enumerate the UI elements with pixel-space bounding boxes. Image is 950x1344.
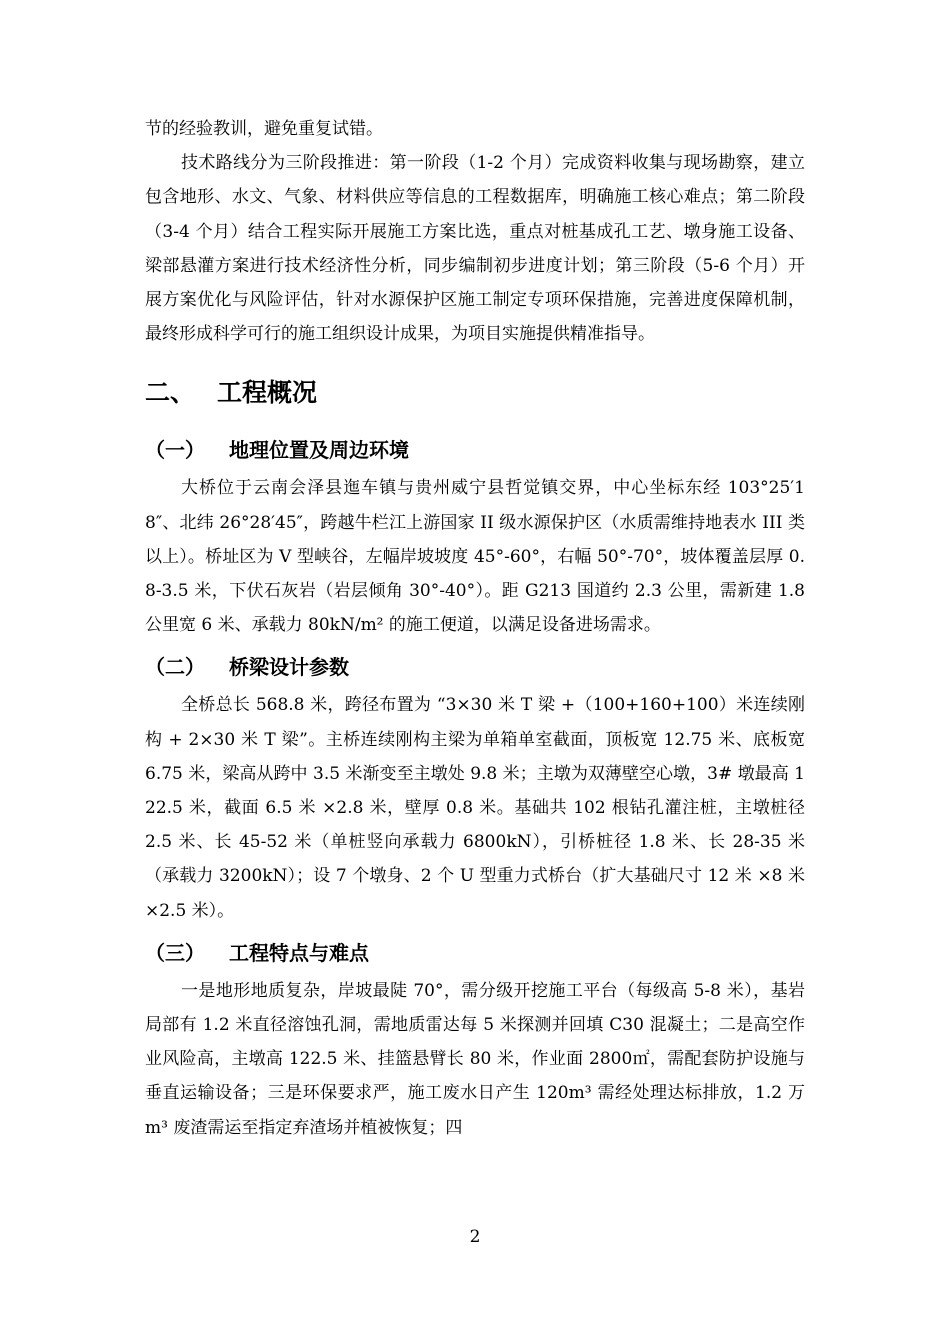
paragraph-technical-route: 技术路线分为三阶段推进：第一阶段（1-2 个月）完成资料收集与现场勘察，建立包含地形、水文、气象、材料供应等信息的工程数据库，明确施工核心难点；第二阶段（3-4 个月）结合工程实际开展施工方案比选，重点对桩基成孔工艺、墩身施工设备、梁部悬灌方案进行技术经济性分析，同步编制初步进度计划；第三阶段（5-6 个月）开展方案优化与风险评估，针对水源保护区施工制定专项环保措施，完善进度保障机制，最终形成科学可行的施工组织设计成果，为项目实施提供精准指导。 [145, 153, 805, 345]
subsection-number: （一） [145, 438, 205, 463]
section-heading [145, 375, 805, 411]
paragraph-design-parameters: 全桥总长 568.8 米，跨径布置为 “3×30 米 T 梁 +（100+160+100）米连续刚构 + 2×30 米 T 梁”。主桥连续刚构主梁为单箱单室截面，顶板宽 12.75 米、底板宽 6.75 米，梁高从跨中 3.5 米渐变至主墩处 9.8 米；主墩为双薄壁空心墩，3# 墩最高 122.5 米，截面 6.5 米 ×2.8 米，壁厚 0.8 米。基础共 102 根钻孔灌注桩，主墩桩径 2.5 米、长 45-52 米（单桩竖向承载力 6800kN），引桥桩径 1.8 米、长 28-35 米（承载力 3200kN）；设 7 个墩身、2 个 U 型重力式桥台（扩大基础尺寸 12 米 ×8 米 ×2.5 米）。 [145, 695, 805, 921]
subsection-number: （三） [145, 940, 205, 965]
paragraph-difficulties: 一是地形地质复杂，岸坡最陡 70°，需分级开挖施工平台（每级高 5-8 米），基岩局部有 1.2 米直径溶蚀孔洞，需地质雷达每 5 米探测并回填 C30 混凝土；二是高空作业风险高，主墩高 122.5 米、挂篮悬臂长 80 米，作业面 2800㎡，需配套防护设施与垂直运输设备；三是环保要求严，施工废水日产生 120m³ 需经处理达标排放，1.2 万 m³ 废渣需运至指定弃渣场并植被恢复；四 [145, 980, 805, 1138]
subsection-title: 工程特点与难点 [229, 940, 369, 965]
page-number: 2 [469, 1227, 481, 1247]
subsection-heading-difficulties [145, 938, 805, 968]
section-number: 二、 [145, 378, 196, 408]
subsection-heading-location [145, 435, 805, 465]
page-body [145, 112, 805, 1145]
paragraph-continuation: 节的经验教训，避免重复试错。 [145, 119, 383, 139]
paragraph-location: 大桥位于云南会泽县迤车镇与贵州威宁县哲觉镇交界，中心坐标东经 103°25′18″、北纬 26°28′45″，跨越牛栏江上游国家 II 级水源保护区（水质需维持地表水 III 类以上）。桥址区为 V 型峡谷，左幅岸坡坡度 45°-60°，右幅 50°-70°，坡体覆盖层厚 0.8-3.5 米，下伏石灰岩（岩层倾角 30°-40°）。距 G213 国道约 2.3 公里，需新建 1.8 公里宽 6 米、承载力 80kN/m² 的施工便道，以满足设备进场需求。 [145, 478, 805, 636]
subsection-title: 桥梁设计参数 [229, 655, 349, 680]
subsection-heading-design [145, 652, 805, 682]
section-title: 工程概况 [217, 378, 318, 408]
subsection-title: 地理位置及周边环境 [229, 438, 409, 463]
subsection-number: （二） [145, 655, 205, 680]
